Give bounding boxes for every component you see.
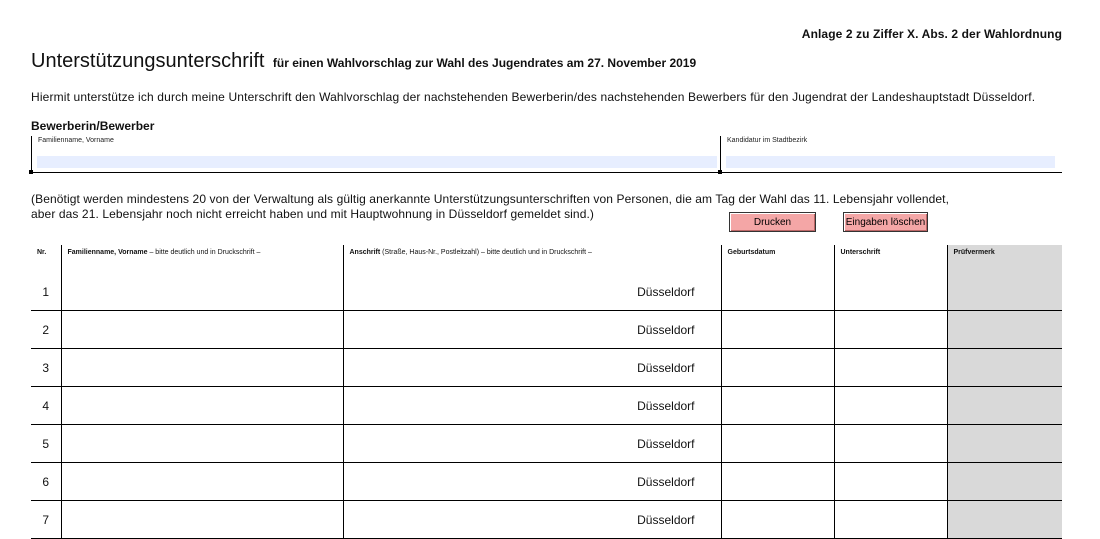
header-signature: Unterschrift [834,245,947,273]
candidate-name-caption: Familienname, Vorname [38,137,114,144]
row-dob-cell[interactable] [721,501,834,539]
row-number: 5 [31,425,61,463]
row-number: 4 [31,387,61,425]
row-dob-cell[interactable] [721,311,834,349]
row-address-cell[interactable]: Düsseldorf [343,425,721,463]
row-signature-cell[interactable] [834,273,947,311]
row-name-cell[interactable] [61,387,343,425]
row-dob-cell[interactable] [721,349,834,387]
row-check-cell [947,501,1062,539]
row-dob-cell[interactable] [721,425,834,463]
header-address-label: Anschrift [349,249,381,256]
row-number: 1 [31,273,61,311]
row-name-cell[interactable] [61,463,343,501]
requirements-note-line: (Benötigt werden mindestens 20 von der Verwaltung als gültig anerkannte Unterstützungsunterschriften von Personen, die am Tag der Wahl das 11. Lebensjahr vollendet, [31,192,950,206]
row-name-cell[interactable] [61,311,343,349]
row-address-cell[interactable]: Düsseldorf [343,463,721,501]
requirements-note-line: aber das 21. Lebensjahr noch nicht erreicht haben und mit Hauptwohnung in Düsseldorf gemeldet sind.) [31,207,595,221]
table-header-row [31,245,1062,273]
candidate-section-label: Bewerberin/Bewerber [31,119,155,133]
row-address-cell[interactable]: Düsseldorf [343,349,721,387]
row-check-cell [947,387,1062,425]
header-name-label: Familienname, Vorname [67,249,148,256]
header-dob: Geburtsdatum [721,245,834,273]
row-address-cell[interactable]: Düsseldorf [343,501,721,539]
print-button[interactable]: Drucken [729,212,816,232]
field-corner-mark [29,170,33,174]
row-signature-cell[interactable] [834,311,947,349]
row-name-cell[interactable] [61,349,343,387]
clear-inputs-button[interactable]: Eingaben löschen [843,212,928,232]
row-address-cell[interactable]: Düsseldorf [343,273,721,311]
row-name-cell[interactable] [61,425,343,463]
row-name-cell[interactable] [61,501,343,539]
row-signature-cell[interactable] [834,463,947,501]
intro-text: Hiermit unterstütze ich durch meine Unterschrift den Wahlvorschlag der nachstehenden Bewerberin/des nachstehenden Bewerbers für den Jugendrat der Landeshauptstadt Düsseldorf. [31,90,1036,104]
row-signature-cell[interactable] [834,349,947,387]
header-nr: Nr. [37,249,47,256]
row-dob-cell[interactable] [721,463,834,501]
row-address-cell[interactable]: Düsseldorf [343,387,721,425]
candidate-district-field [720,136,1062,173]
row-dob-cell[interactable] [721,387,834,425]
header-address-hint: (Straße, Haus-Nr., Postleitzahl) – bitte deutlich und in Druckschrift – [380,249,592,256]
row-check-cell [947,311,1062,349]
header-name-hint: – bitte deutlich und in Druckschrift – [147,249,261,256]
signature-table [31,245,1062,539]
row-dob-cell[interactable] [721,273,834,311]
candidate-name-field [31,136,719,173]
row-number: 3 [31,349,61,387]
row-signature-cell[interactable] [834,501,947,539]
row-number: 7 [31,501,61,539]
row-signature-cell[interactable] [834,425,947,463]
row-check-cell [947,273,1062,311]
page-subtitle: für einen Wahlvorschlag zur Wahl des Jugendrates am 27. November 2019 [272,56,697,70]
annex-reference: Anlage 2 zu Ziffer X. Abs. 2 der Wahlordnung [801,27,1062,41]
table-row [31,273,1062,311]
row-check-cell [947,425,1062,463]
table-row [31,387,1062,425]
page-title: Unterstützungsunterschrift [31,50,265,72]
table-row [31,349,1062,387]
table-row [31,425,1062,463]
candidate-name-input[interactable] [37,156,717,168]
row-number: 2 [31,311,61,349]
row-name-cell[interactable] [61,273,343,311]
header-name [61,245,343,273]
candidate-district-input[interactable] [726,156,1055,168]
field-corner-mark [718,170,722,174]
candidate-district-caption: Kandidatur im Stadtbezirk [727,137,808,144]
header-address [343,245,721,273]
row-number: 6 [31,463,61,501]
row-check-cell [947,463,1062,501]
header-check: Prüfvermerk [947,245,1062,273]
title-row [31,50,696,73]
row-check-cell [947,349,1062,387]
row-signature-cell[interactable] [834,387,947,425]
table-row [31,501,1062,539]
row-address-cell[interactable]: Düsseldorf [343,311,721,349]
table-row [31,311,1062,349]
table-row [31,463,1062,501]
